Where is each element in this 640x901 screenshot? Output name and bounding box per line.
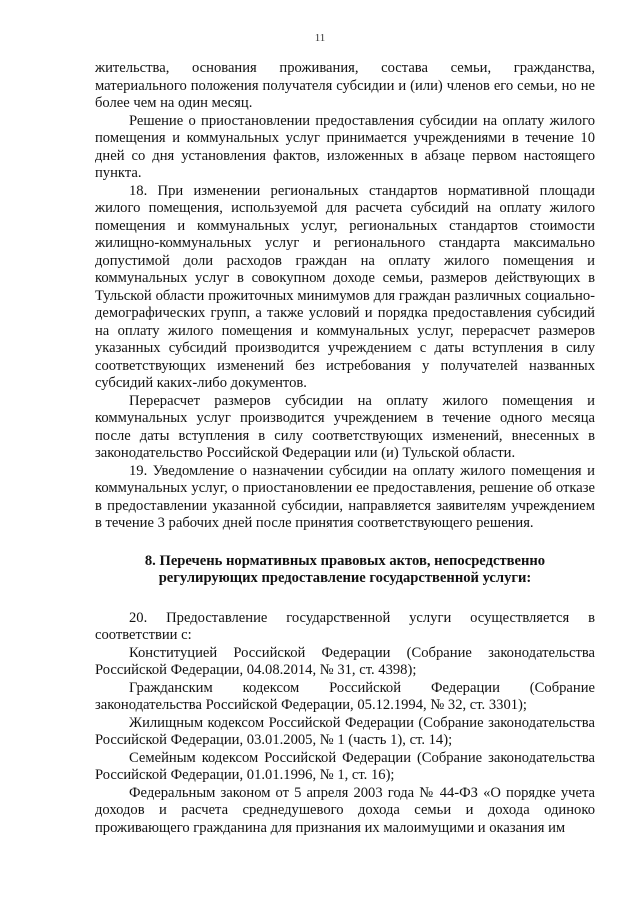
paragraph: 19. Уведомление о назначении субсидии на оплату жилого помещения и коммунальных услуг, о приостановлении ее предоставления, решение об отказе в предоставлении указанной субсидии, направляется заявителям учреждением в течение 3 рабочих дней после принятия соответствующего решения. <box>95 462 595 531</box>
paragraph: Семейным кодексом Российской Федерации (Собрание законодательства Российской Федерации, 01.01.1996, № 1, ст. 16); <box>95 749 595 783</box>
paragraph: жительства, основания проживания, состава семьи, гражданства, материального положения получателя субсидии и (или) членов его семьи, но не более чем на один месяц. <box>95 60 595 111</box>
paragraph: Федеральным законом от 5 апреля 2003 года № 44-ФЗ «О порядке учета доходов и расчета среднедушевого дохода семьи и дохода одиноко проживающего гражданина для признания их малоимущими и оказания им <box>95 784 595 836</box>
paragraph: Гражданским кодексом Российской Федерации (Собрание законодательства Российской Федерации, 05.12.1994, № 32, ст. 3301); <box>95 679 595 713</box>
paragraphs-after <box>95 610 595 838</box>
paragraph: Конституцией Российской Федерации (Собрание законодательства Российской Федерации, 04.08.2014, № 31, ст. 4398); <box>95 644 595 678</box>
paragraph: Жилищным кодексом Российской Федерации (Собрание законодательства Российской Федерации, 03.01.2005, № 1 (часть 1), ст. 14); <box>95 714 595 748</box>
section-heading: 8. Перечень нормативных правовых актов, непосредственно регулирующих предоставление государственной услуги: <box>144 552 546 586</box>
document-body <box>95 60 595 837</box>
paragraph: Решение о приостановлении предоставления субсидии на оплату жилого помещения и коммунальных услуг принимается учреждениями в течение 10 дней со дня установления фактов, изложенных в абзаце первом настоящего пункта. <box>95 112 595 181</box>
paragraph: Перерасчет размеров субсидии на оплату жилого помещения и коммунальных услуг производится учреждением в течение одного месяца после даты вступления в силу соответствующих изменений, внесенных в законодательство Российской Федерации или (и) Тульской области. <box>95 392 595 461</box>
paragraph: 18. При изменении региональных стандартов нормативной площади жилого помещения, используемой для расчета субсидий на оплату жилого помещения и коммунальных услуг, региональных стандартов стоимости жилищно-коммунальных услуг и регионального стандарта максимально допустимой доли расходов граждан на оплату жилого помещения и коммунальных услуг в совокупном доходе семьи, размеров действующих в Тульской области прожиточных минимумов для граждан различных социально-демографических групп, а также условий и порядка предоставления субсидий на оплату жилого помещения и коммунальных услуг, перерасчет размеров указанных субсидий производится учреждением с даты вступления в силу соответствующих изменений без истребования у получателей названных субсидий каких-либо документов. <box>95 182 595 391</box>
paragraph: 20. Предоставление государственной услуги осуществляется в соответствии с: <box>95 609 595 643</box>
paragraphs-before <box>95 60 595 533</box>
page-number: 11 <box>314 32 326 44</box>
